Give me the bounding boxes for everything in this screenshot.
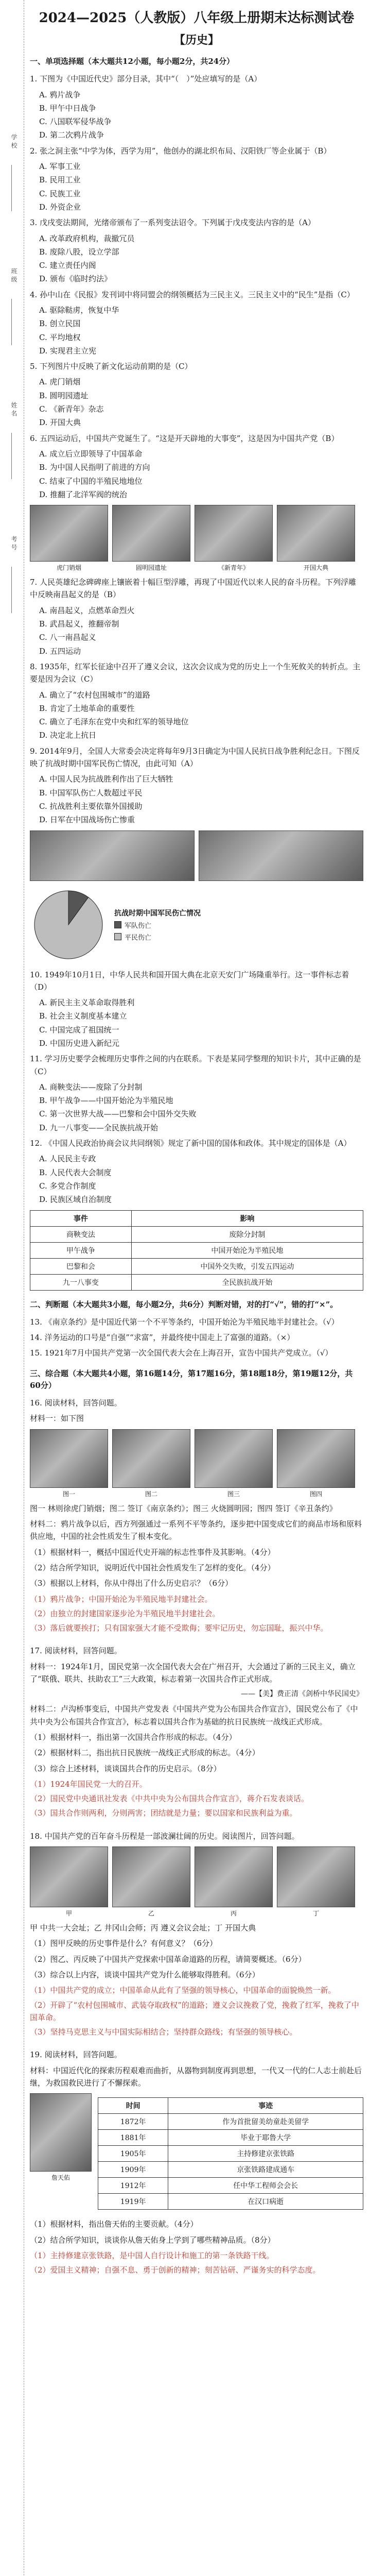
historical-photo	[195, 1429, 273, 1488]
photo-caption: 丙	[230, 1910, 237, 1918]
answer-text: （3）国共合作则两利，分则两害；团结就是力量；要以国家和民族利益为重。	[30, 1808, 297, 1818]
question-stem: 10. 1949年10月1日，中华人民共和国开国大典在北京天安门广场隆重举行。这一事件标志着（D）	[30, 970, 349, 992]
question-list	[30, 73, 363, 501]
knowledge-table	[30, 1210, 363, 1291]
answer-option: A. 新民主主义革命取得胜利	[39, 998, 135, 1008]
casualty-pie-chart	[30, 886, 363, 963]
question-5-images	[30, 505, 363, 572]
question-18-images	[30, 1846, 363, 1918]
table-row	[98, 2194, 363, 2210]
table-cell: 巴黎和会	[30, 1258, 132, 1274]
photo-caption: 甲	[65, 1910, 72, 1918]
answer-text: （2）由独立的封建国家逐步沦为半殖民地半封建社会。	[30, 1608, 220, 1618]
answer-option: A. 改革政府机构，裁撤冗员	[39, 233, 135, 243]
photo-caption: 图二	[145, 1490, 157, 1498]
historical-photo	[30, 505, 108, 562]
material-text: 材料一：1924年1月，国民党第一次全国代表大会在广州召开，大会通过了新的三民主义，确立了“联俄、联共、扶助农工”三大政策，标志着第一次国共合作正式形成。	[30, 1662, 356, 1684]
margin-label-school: 学校	[10, 134, 17, 150]
answer-option: D. 中国历史进入新纪元	[39, 1038, 120, 1048]
answer-text: （3）坚持马克思主义与中国实际相结合；坚持群众路线；有坚强的领导核心。	[30, 2027, 297, 2037]
table-cell: 废除分封制	[131, 1226, 363, 1242]
binding-margin	[0, 0, 24, 2576]
margin-label-class: 班级	[10, 268, 17, 284]
answer-text: （1）中国共产党的成立；中国革命从此有了坚强的领导核心，中国革命的面貌焕然一新。	[30, 1986, 336, 1995]
margin-label-name: 姓名	[10, 402, 17, 418]
question-stem: 1. 下图为《中国近代史》部分目录，其中“（ ）”处应填写的是（A）	[30, 74, 262, 84]
answer-option: C. 多党合作制度	[39, 1181, 96, 1191]
answer-option: D. 日军在中国战场伤亡惨重	[39, 815, 135, 825]
table-cell: 1872年	[98, 2114, 168, 2130]
sub-question: （3）综合上述材料，谈谈国共合作的历史启示。（8分）	[30, 1764, 221, 1773]
answer-option: B. 甲午中日战争	[39, 103, 96, 113]
photo-caption: 乙	[148, 1910, 154, 1918]
photo-caption-line: 图一 林则徐虎门销烟；图二 签订《南京条约》；图三 火烧圆明园；图四 签订《辛丑条约》	[30, 1503, 337, 1513]
question-stem: 6. 五四运动后，中国共产党诞生了。“这是开天辟地的大事变”，这是因为中国共产党（B）	[30, 433, 339, 443]
answer-option: D. 外资企业	[39, 202, 81, 212]
answer-option: B. 武昌起义，推翻帝制	[39, 619, 119, 629]
answer-text: （2）爱国主义精神；自强不息、勇于创新的精神；刻苦钻研、严谨务实的科学态度。	[30, 2265, 321, 2275]
answer-option: A. 商鞅变法——废除了分封制	[39, 1082, 143, 1092]
answer-option: C. 抗战胜利主要依靠外国援助	[39, 801, 143, 811]
answer-option: D. 九一八事变——全民族抗战开始	[39, 1123, 158, 1132]
table-cell: 任中华工程师会会长	[168, 2178, 363, 2194]
material-source: ——【美】费正清《剑桥中华民国史》	[241, 1690, 363, 1699]
sub-question: （3）综合以上内容，谈谈中国共产党为什么能够取得胜利。（6分）	[30, 1970, 260, 1979]
question-18-stem: 18. 中国共产党的百年奋斗历程是一部波澜壮阔的历史。阅读图片，回答问题。	[30, 1831, 299, 1841]
answer-text: （1）主持修建京张铁路，是中国人自行设计和施工的第一条铁路干线。	[30, 2250, 274, 2260]
answer-option: B. 废除八股，设立学部	[39, 247, 119, 257]
sub-question: （1）根据材料，指出詹天佑的主要贡献。（4分）	[30, 2219, 198, 2229]
photo-caption: 图三	[227, 1490, 240, 1498]
table-cell: 中国外交失败，引发五四运动	[131, 1258, 363, 1274]
table-cell: 毕业于耶鲁大学	[168, 2130, 363, 2146]
table-cell: 九一八事变	[30, 1274, 132, 1290]
answer-option: D. 五四运动	[39, 646, 81, 656]
question-stem: 4. 孙中山在《民报》发刊词中将同盟会的纲领概括为三民主义。三民主义中的“民生”是指（C）	[30, 290, 355, 299]
answer-option: C. 结束了中国的半殖民地地位	[39, 476, 143, 486]
pie-slice	[34, 891, 102, 959]
question-16-images	[30, 1429, 363, 1498]
sub-question: （1）根据材料一，概括中国近代史开端的标志性事件及其影响。（4分）	[30, 1547, 275, 1557]
portrait-block	[30, 2093, 363, 2214]
pie-title: 抗战时期中国军民伤亡情况	[114, 909, 201, 918]
table-cell: 甲午战争	[30, 1242, 132, 1258]
answer-option: C. 八国联军侵华战争	[39, 117, 112, 127]
table-row	[98, 2146, 363, 2162]
photo-caption: 丁	[312, 1910, 319, 1918]
question-stem: 9. 2014年9月，全国人大常委会决定将每年9月3日确定为中国人民抗日战争胜利纪念日。下图反映了抗战时期中国军民伤亡情况，由此可知（A）	[30, 746, 360, 769]
answer-option: B. 为中国人民指明了前进的方向	[39, 463, 150, 472]
answer-option: B. 圆明园遗址	[39, 391, 89, 400]
biography-table	[98, 2097, 363, 2210]
answer-option: C. 第一次世界大战——巴黎和会中国外交失败	[39, 1109, 197, 1119]
table-row	[98, 2178, 363, 2194]
question-stem: 12. 《中国人民政治协商会议共同纲领》规定了新中国的国体和政体。其中规定的国体是（A）	[30, 1139, 351, 1148]
answer-option: C. 民族工业	[39, 189, 81, 198]
answer-option: A. 成立后立即领导了中国革命	[39, 449, 143, 459]
photo-caption: 开国大典	[303, 564, 328, 572]
answer-text: （3）落后就要挨打；只有国家强大才能不受欺侮；要牢记历史，勿忘国耻，振兴中华。	[30, 1623, 328, 1633]
material-text: 材料一：如下图	[30, 1414, 84, 1423]
portrait-photo	[30, 2093, 92, 2172]
table-cell: 商鞅变法	[30, 1226, 132, 1242]
table-row	[30, 1226, 363, 1242]
photo-caption-line: 甲 中共一大会址；乙 井冈山会师；丙 遵义会议会址；丁 开国大典	[30, 1923, 256, 1933]
answer-option: A. 南昌起义，点燃革命烈火	[39, 605, 135, 615]
question-stem: 11. 学习历史要学会梳理历史事件之间的内在联系。下表是某同学整理的知识卡片，其中正确的是（C）	[30, 1054, 361, 1076]
answer-option: A. 人民民主专政	[39, 1154, 96, 1164]
table-cell: 在汉口病逝	[168, 2194, 363, 2210]
table-cell: 主持修建京张铁路	[168, 2146, 363, 2162]
answer-text: （2）开辟了“农村包围城市、武装夺取政权”的道路；遵义会议挽救了党，挽救了红军，挽救了中国革命。	[30, 2000, 359, 2022]
table-cell: 1905年	[98, 2146, 168, 2162]
table-row	[30, 1242, 363, 1258]
table-cell: 1912年	[98, 2178, 168, 2194]
historical-photo	[277, 1846, 355, 1907]
table-header: 时间	[98, 2098, 168, 2114]
judgement-item: 15. 1921年7月中国共产党第一次全国代表大会在上海召开，宣告中国共产党成立。（√）	[30, 1348, 333, 1358]
legend-label: 军队伤亡	[125, 922, 152, 930]
answer-option: A. 鸦片战争	[39, 90, 81, 99]
section-heading: 三、综合题（本大题共4小题，第16题14分，第17题16分，第18题18分，第19题12分，共60分）	[30, 1368, 353, 1390]
answer-text: （2）国民党中央通讯社发表《中共中央为公布国共合作宣言》，蒋介石发表谈话。	[30, 1794, 309, 1804]
question-stem: 5. 下列图片中反映了新文化运动前期的是（C）	[30, 362, 192, 371]
answer-option: A. 中国人民为抗战胜利作出了巨大牺牲	[39, 774, 173, 784]
sub-question: （3）根据以上材料，你从中得出了什么历史启示？（6分）	[30, 1579, 233, 1588]
answer-option: C. 中国完成了祖国统一	[39, 1025, 119, 1035]
answer-text: （1）1924年国民党一大的召开。	[30, 1779, 147, 1789]
sub-question: （2）结合所学知识，谈谈你从詹天佑身上学到了哪些精神品质。（8分）	[30, 2235, 275, 2245]
section-heading: 二、判断题（本大题共3小题，每小题2分，共6分）判断对错，对的打“√”，错的打“×”。	[30, 1299, 338, 1309]
sub-question: （2）图乙、丙反映了中国共产党探索中国革命道路的历程，请简要概述。（6分）	[30, 1954, 306, 1964]
answer-option: C. 八一南昌起义	[39, 633, 96, 642]
table-header: 影响	[131, 1210, 363, 1226]
table-cell: 全民族抗战开始	[131, 1274, 363, 1290]
material-text: 材料二：卢沟桥事变后，中国共产党发表《中国共产党为公布国共合作宣言》，国民党公布了《中共中央为公布国共合作宣言》，标志着以国共合作为基础的抗日民族统一战线正式形成。	[30, 1704, 358, 1726]
answer-option: B. 民用工业	[39, 175, 81, 185]
photo-caption: 虎门销烟	[56, 564, 81, 572]
table-header: 事件	[30, 1210, 132, 1226]
relief-images	[30, 831, 363, 881]
relief-photo	[30, 831, 195, 881]
sub-question: （2）结合所学知识，说明近代中国社会性质发生了怎样的变化。（4分）	[30, 1563, 275, 1572]
legend-label: 平民伤亡	[125, 934, 152, 942]
pie-svg	[30, 886, 107, 963]
question-stem: 2. 张之洞主张“中学为体，西学为用”，他创办的湖北织布局、汉阳铁厂等企业属于（B）	[30, 146, 331, 156]
margin-label-id: 考号	[10, 536, 17, 552]
subject-heading: 【历史】	[173, 33, 219, 47]
historical-photo	[30, 1846, 108, 1907]
table-cell: 1909年	[98, 2162, 168, 2178]
answer-option: B. 中国军队伤亡人数超过平民	[39, 788, 143, 798]
answer-option: A. 军事工业	[39, 162, 81, 172]
photo-caption: 圆明园遗址	[135, 564, 167, 572]
answer-option: A. 驱除鞑虏，恢复中华	[39, 306, 119, 315]
table-row	[98, 2130, 363, 2146]
table-row	[98, 2162, 363, 2178]
question-stem: 3. 戊戌变法期间，光绪帝颁布了一系列变法诏令。下列属于戊戌变法内容的是（A）	[30, 218, 315, 228]
judgement-item: 14. 洋务运动的口号是“自强”“求富”，并最终使中国走上了富强的道路。（×）	[30, 1333, 295, 1343]
table-cell: 中国开始沦为半殖民地	[131, 1242, 363, 1258]
table-cell: 作为首批留美幼童赴美留学	[168, 2114, 363, 2130]
judgement-list	[30, 1316, 363, 1360]
answer-option: B. 创立民国	[39, 319, 81, 329]
answer-option: D. 第二次鸦片战争	[39, 130, 104, 140]
table-cell: 1919年	[98, 2194, 168, 2210]
historical-photo	[30, 1429, 108, 1488]
sub-question: （1）图甲反映的历史事件是什么？有何意义？（6分）	[30, 1939, 218, 1948]
table-row	[30, 1274, 363, 1290]
answer-option: D. 决定北上抗日	[39, 731, 97, 740]
exam-title: 2024—2025（人教版）八年级上册期末达标测试卷	[39, 10, 355, 26]
margin-line	[11, 165, 12, 211]
table-row	[30, 1258, 363, 1274]
answer-option: B. 社会主义制度基本建立	[39, 1011, 127, 1021]
answer-option: A. 虎门销烟	[39, 377, 81, 387]
photo-caption: 图一	[62, 1490, 75, 1498]
answer-option: B. 肯定了土地革命的重要性	[39, 703, 135, 713]
relief-photo	[199, 831, 363, 881]
answer-option: B. 甲午战争——中国开始沦为半殖民地	[39, 1096, 173, 1106]
answer-option: D. 开国大典	[39, 418, 81, 428]
margin-line	[11, 433, 12, 479]
question-list	[30, 576, 363, 826]
legend-swatch	[114, 933, 121, 940]
answer-option: C. 《新青年》杂志	[39, 404, 104, 414]
answer-option: D. 民族区域自治制度	[39, 1195, 112, 1205]
exam-page	[30, 0, 363, 2278]
photo-caption: 《新青年》	[218, 564, 249, 572]
legend-swatch	[114, 921, 121, 928]
answer-option: D. 推翻了北洋军阀的统治	[39, 489, 128, 499]
legend-item	[114, 920, 201, 930]
portrait-caption: 詹天佑	[51, 2174, 70, 2182]
margin-line	[11, 299, 12, 345]
question-stem: 8. 1935年，红军长征途中召开了遵义会议，这次会议成为党的历史上一个生死攸关的转折点。主要是因为会议（C）	[30, 662, 361, 684]
legend-item	[114, 932, 201, 942]
margin-line	[11, 567, 12, 613]
historical-photo	[195, 505, 273, 562]
question-17-stem: 17. 阅读材料，回答问题。	[30, 1646, 122, 1656]
sub-question: （1）根据材料一，指出第一次国共合作形成的标志。（4分）	[30, 1732, 237, 1742]
table-header: 事迹	[168, 2098, 363, 2114]
answer-option: C. 确立了毛泽东在党中央和红军的领导地位	[39, 717, 189, 727]
answer-option: C. 平均地权	[39, 332, 81, 342]
table-cell: 京张铁路建成通车	[168, 2162, 363, 2178]
sub-question: （2）根据材料二，指出抗日民族统一战线正式形成的标志。（4分）	[30, 1748, 260, 1758]
judgement-item: 13. 《南京条约》是中国近代第一个不平等条约，中国开始沦为半殖民地半封建社会。（√）	[30, 1317, 339, 1327]
historical-photo	[112, 1429, 190, 1488]
historical-photo	[112, 505, 190, 562]
answer-option: C. 建立责任内阁	[39, 261, 96, 270]
pie-legend	[114, 920, 201, 942]
question-19-stem: 19. 阅读材料，回答问题。	[30, 2050, 122, 2060]
answer-text: （1）鸦片战争；中国开始沦为半殖民地半封建社会。	[30, 1594, 213, 1604]
historical-photo	[195, 1846, 273, 1907]
answer-option: A. 确立了“农村包围城市”的道路	[39, 690, 150, 700]
table-row	[98, 2114, 363, 2130]
question-list	[30, 969, 363, 1206]
table-cell: 1881年	[98, 2130, 168, 2146]
answer-option: D. 颁布《临时约法》	[39, 274, 112, 284]
historical-photo	[277, 505, 355, 562]
material-text: 材料：中国近代化的探索历程艰难而曲折，从器物到制度再到思想，一代又一代的仁人志士前赴后继，为救国救民进行了不懈探索。	[30, 2065, 362, 2088]
photo-caption: 图四	[309, 1490, 322, 1498]
historical-photo	[112, 1846, 190, 1907]
material-text: 材料二：鸦片战争以后，西方列强通过一系列不平等条约，逐步把中国变成它们的商品市场和原料供应地，中国的社会性质发生了根本变化。	[30, 1519, 362, 1541]
question-16-stem: 16. 阅读材料，回答问题。	[30, 1398, 122, 1408]
historical-photo	[277, 1429, 355, 1488]
question-stem: 7. 人民英雄纪念碑碑座上镶嵌着十幅巨型浮雕，再现了中国近代以来人民的奋斗历程。下列浮雕中反映南昌起义的是（B）	[30, 578, 357, 600]
section-heading: 一、单项选择题（本大题共12小题，每小题2分，共24分）	[30, 57, 235, 66]
answer-option: B. 人民代表大会制度	[39, 1167, 112, 1177]
answer-option: D. 实现君主立宪	[39, 346, 97, 355]
